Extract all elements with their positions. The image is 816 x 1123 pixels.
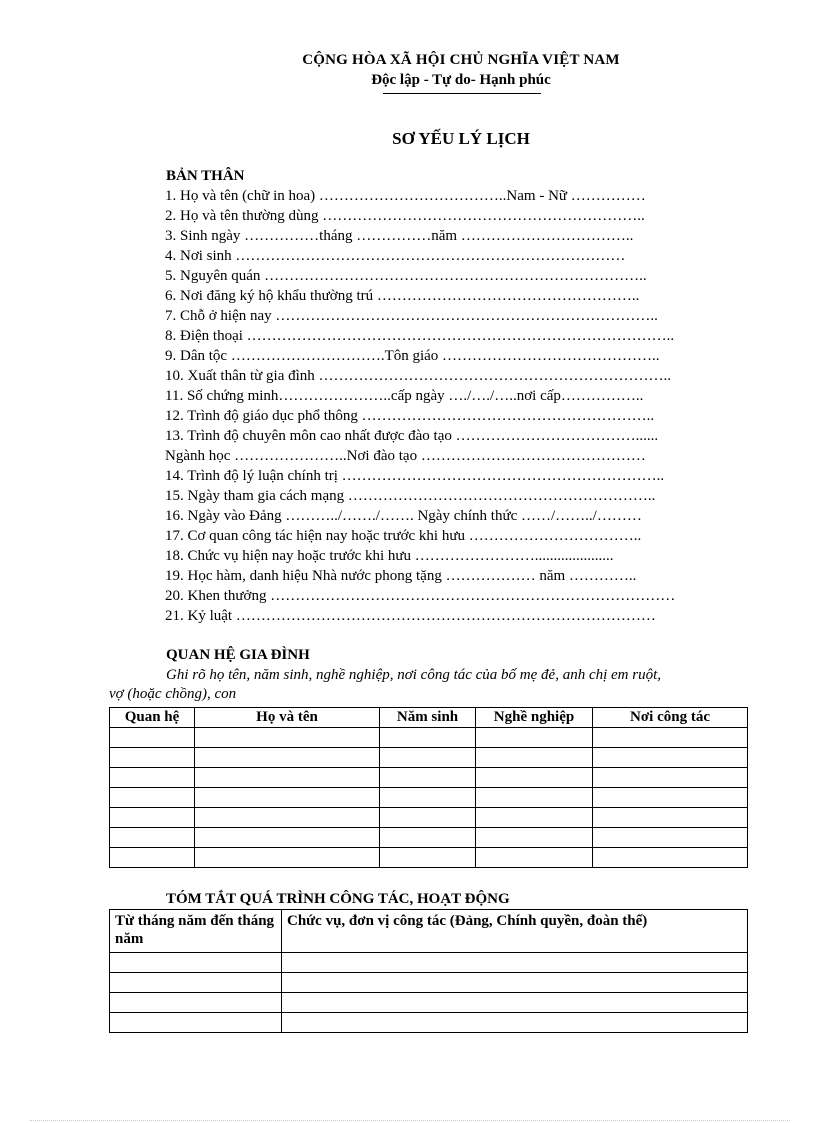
work-table-header xyxy=(110,910,748,953)
table-row xyxy=(110,788,748,808)
table-cell[interactable] xyxy=(380,748,476,768)
table-cell[interactable] xyxy=(593,828,748,848)
section-heading-cong-tac: TÓM TẮT QUÁ TRÌNH CÔNG TÁC, HOẠT ĐỘNG xyxy=(166,891,510,907)
section-heading-gia-dinh: QUAN HỆ GIA ĐÌNH xyxy=(166,647,310,663)
table-cell[interactable] xyxy=(195,768,380,788)
field-line: Ngành học …………………..Nơi đào tạo ……………………………………… xyxy=(165,448,646,464)
table-cell[interactable] xyxy=(110,1013,282,1033)
table-cell[interactable] xyxy=(195,728,380,748)
family-note-line-1: Ghi rõ họ tên, năm sinh, nghề nghiệp, nơi công tác của bố mẹ đẻ, anh chị em ruột, xyxy=(166,667,662,683)
field-line: 9. Dân tộc ………………………….Tôn giáo …………………………………….. xyxy=(165,348,660,364)
table-row xyxy=(110,973,748,993)
table-cell[interactable] xyxy=(380,828,476,848)
table-cell[interactable] xyxy=(110,788,195,808)
table-row xyxy=(110,808,748,828)
table-cell[interactable] xyxy=(282,953,748,973)
national-motto: Độc lập - Tự do- Hạnh phúc xyxy=(371,72,551,88)
field-line: 19. Học hàm, danh hiệu Nhà nước phong tặng ……………… năm ………….. xyxy=(165,568,637,584)
table-cell[interactable] xyxy=(282,1013,748,1033)
field-line: 17. Cơ quan công tác hiện nay hoặc trước khi hưu …………………………….. xyxy=(165,528,642,544)
table-cell[interactable] xyxy=(476,828,593,848)
table-cell[interactable] xyxy=(593,748,748,768)
col-noi-cong-tac: Nơi công tác xyxy=(593,708,748,728)
table-cell[interactable] xyxy=(110,993,282,1013)
field-line: 2. Họ và tên thường dùng ……………………………………………………….. xyxy=(165,208,645,224)
table-cell[interactable] xyxy=(110,808,195,828)
table-cell[interactable] xyxy=(110,748,195,768)
table-row xyxy=(110,748,748,768)
table-cell[interactable] xyxy=(476,808,593,828)
table-cell[interactable] xyxy=(380,788,476,808)
table-cell[interactable] xyxy=(476,748,593,768)
field-line: 15. Ngày tham gia cách mạng …………………………………………………….. xyxy=(165,488,656,504)
field-line: 18. Chức vụ hiện nay hoặc trước khi hưu ……………………..................... xyxy=(165,548,614,564)
field-line: 11. Số chứng minh…………………..cấp ngày …./…./…..nơi cấp…………….. xyxy=(165,388,644,404)
table-row xyxy=(110,848,748,868)
col-nam-sinh: Năm sinh xyxy=(380,708,476,728)
field-line: 21. Kỷ luật ………………………………………………………………………… xyxy=(165,608,656,624)
field-line: 12. Trình độ giáo dục phổ thông ………………………………………………….. xyxy=(165,408,655,424)
table-cell[interactable] xyxy=(195,748,380,768)
family-note-line-2: vợ (hoặc chồng), con xyxy=(109,686,237,702)
field-line: 1. Họ và tên (chữ in hoa) ………………………………..Nam - Nữ …………… xyxy=(165,188,646,204)
table-cell[interactable] xyxy=(195,828,380,848)
field-line: 13. Trình độ chuyên môn cao nhất được đào tạo ………………………………...... xyxy=(165,428,659,444)
table-cell[interactable] xyxy=(195,788,380,808)
table-row xyxy=(110,728,748,748)
document-title: SƠ YẾU LÝ LỊCH xyxy=(392,129,530,148)
work-history-table xyxy=(109,909,748,1033)
table-cell[interactable] xyxy=(110,828,195,848)
table-cell[interactable] xyxy=(110,953,282,973)
col-ho-va-ten: Họ và tên xyxy=(195,708,380,728)
col-nghe-nghiep: Nghề nghiệp xyxy=(476,708,593,728)
field-line: 7. Chỗ ở hiện nay ………………………………………………………………….. xyxy=(165,308,658,324)
table-cell[interactable] xyxy=(476,768,593,788)
family-table xyxy=(109,707,748,868)
col-thoi-gian: Từ tháng năm đến tháng năm xyxy=(110,910,282,953)
field-line: 16. Ngày vào Đảng ………../……./……. Ngày chính thức ……/……../……… xyxy=(165,508,642,524)
table-cell[interactable] xyxy=(476,848,593,868)
table-cell[interactable] xyxy=(282,973,748,993)
family-table-header xyxy=(110,708,748,728)
table-cell[interactable] xyxy=(476,788,593,808)
table-row xyxy=(110,1013,748,1033)
section-heading-ban-than: BẢN THÂN xyxy=(166,168,245,184)
table-cell[interactable] xyxy=(380,728,476,748)
table-cell[interactable] xyxy=(110,973,282,993)
field-line: 3. Sinh ngày ……………tháng ……………năm …………………………….. xyxy=(165,228,634,244)
table-cell[interactable] xyxy=(110,848,195,868)
motto-underline xyxy=(383,93,541,94)
table-cell[interactable] xyxy=(593,788,748,808)
table-row xyxy=(110,993,748,1013)
table-row xyxy=(110,828,748,848)
field-line: 8. Điện thoại ………………………………………………………………………….. xyxy=(165,328,675,344)
national-title: CỘNG HÒA XÃ HỘI CHỦ NGHĨA VIỆT NAM xyxy=(302,52,620,68)
table-cell[interactable] xyxy=(593,728,748,748)
field-line: 6. Nơi đăng ký hộ khẩu thường trú …………………………………………….. xyxy=(165,288,640,304)
col-quan-he: Quan hệ xyxy=(110,708,195,728)
table-cell[interactable] xyxy=(110,768,195,788)
table-row xyxy=(110,953,748,973)
table-cell[interactable] xyxy=(380,768,476,788)
field-line: 14. Trình độ lý luận chính trị ……………………………………………………….. xyxy=(165,468,665,484)
field-line: 20. Khen thưởng ……………………………………………………………………… xyxy=(165,588,676,604)
field-line: 10. Xuất thân từ gia đình …………………………………………………………….. xyxy=(165,368,672,384)
table-cell[interactable] xyxy=(380,808,476,828)
table-cell[interactable] xyxy=(593,848,748,868)
table-cell[interactable] xyxy=(380,848,476,868)
table-row xyxy=(110,768,748,788)
table-cell[interactable] xyxy=(593,768,748,788)
col-chuc-vu-don-vi: Chức vụ, đơn vị công tác (Đảng, Chính quyền, đoàn thể) xyxy=(282,910,748,953)
table-cell[interactable] xyxy=(195,848,380,868)
table-cell[interactable] xyxy=(476,728,593,748)
table-cell[interactable] xyxy=(593,808,748,828)
table-cell[interactable] xyxy=(195,808,380,828)
table-cell[interactable] xyxy=(282,993,748,1013)
table-cell[interactable] xyxy=(110,728,195,748)
field-line: 5. Nguyên quán ………………………………………………………………….. xyxy=(165,268,647,284)
page-bottom-rule xyxy=(30,1120,790,1121)
field-line: 4. Nơi sinh …………………………………………………………………… xyxy=(165,248,626,264)
